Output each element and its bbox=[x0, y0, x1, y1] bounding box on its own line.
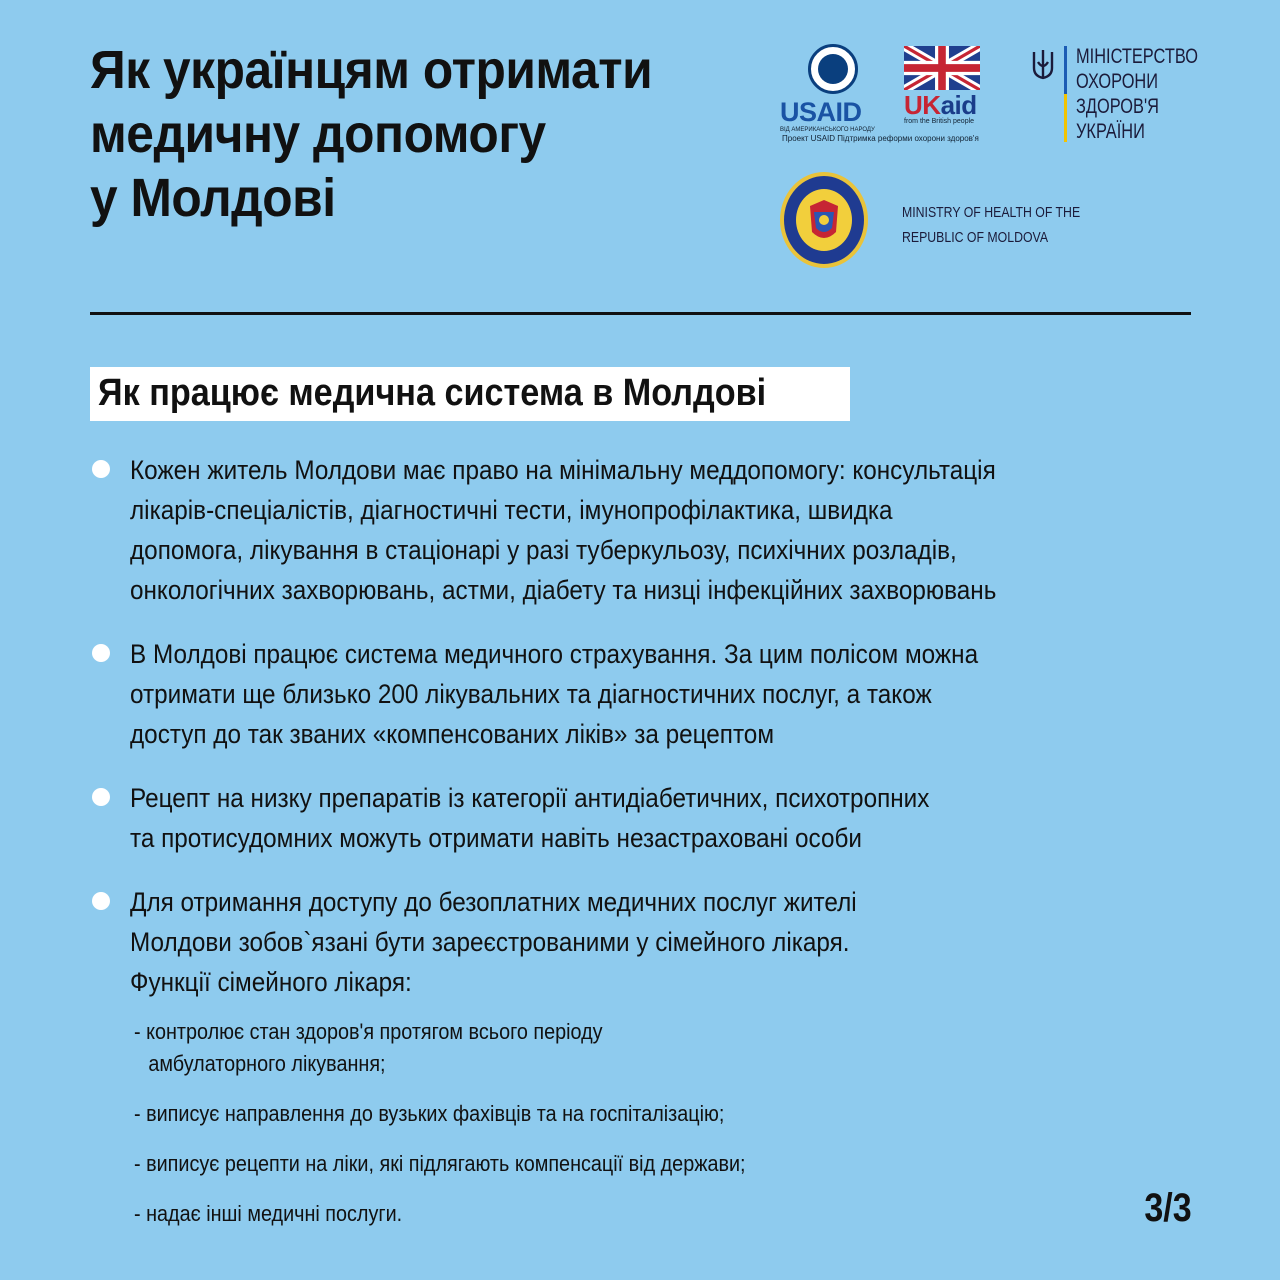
bullet-dot-icon bbox=[92, 460, 110, 478]
bullet-dot-icon bbox=[92, 788, 110, 806]
sub-list-item: - виписує рецепти на ліки, які підлягають компенсації від держави; bbox=[134, 1151, 746, 1176]
sub-list-item: - виписує направлення до вузьких фахівців та на госпіталізацію; bbox=[134, 1101, 725, 1126]
usaid-seal-icon bbox=[808, 44, 858, 94]
moh-ukraine-label: МІНІСТЕРСТВО ОХОРОНИ ЗДОРОВ'Я УКРАЇНИ bbox=[1076, 45, 1198, 143]
page-indicator: 3/3 bbox=[1144, 1186, 1192, 1230]
ukaid-tagline: from the British people bbox=[904, 118, 975, 125]
usaid-project-caption: Проект USAID Підтримка реформи охорони здоров'я bbox=[782, 134, 979, 143]
moh-moldova-label: MINISTRY OF HEALTH OF THE REPUBLIC OF MOLDOVA bbox=[902, 204, 1081, 246]
bullet-dot-icon bbox=[92, 644, 110, 662]
title-line-3: у Молдові bbox=[90, 168, 336, 228]
sub-list-item: - контролює стан здоров'я протягом всього періоду амбулаторного лікування; bbox=[134, 1019, 603, 1076]
page-title bbox=[90, 38, 679, 230]
ukraine-flag-divider bbox=[1064, 46, 1067, 142]
list-item: Для отримання доступу до безоплатних медичних послуг жителі Молдови зобов`язані бути зареєстрованими у сімейного лікаря. Функції сімейного лікаря: bbox=[90, 882, 1200, 1002]
sub-list-item: - надає інші медичні послуги. bbox=[134, 1201, 403, 1226]
usaid-logo bbox=[780, 44, 886, 133]
title-line-1: Як українцям отримати bbox=[90, 40, 653, 100]
ukaid-logo bbox=[904, 46, 982, 125]
family-doctor-functions-list bbox=[134, 1016, 814, 1248]
section-heading: Як працює медична система в Молдові bbox=[90, 367, 850, 421]
header-divider bbox=[90, 312, 1191, 315]
bullet-list bbox=[90, 450, 1200, 1002]
ukraine-trident-icon bbox=[1030, 48, 1056, 82]
list-item: Рецепт на низку препаратів із категорії антидіабетичних, психотропних та протисудомних можуть отримати навіть незастраховані особи bbox=[90, 778, 1200, 858]
moldova-government-seal-icon bbox=[780, 172, 868, 268]
title-line-2: медичну допомогу bbox=[90, 104, 546, 164]
usaid-wordmark: USAID bbox=[780, 97, 862, 127]
list-item: Кожен житель Молдови має право на мінімальну меддопомогу: консультація лікарів-спеціалістів, діагностичні тести, імунопрофілактика, швидка допомога, лікування в стаціонарі у разі туберкульозу, психічних розладів, онкологічних захворювань, астми, діабету та низці інфекційних захворювань bbox=[90, 450, 1200, 610]
ukaid-wordmark: UKaid bbox=[904, 90, 977, 120]
list-item: В Молдові працює система медичного страхування. За цим полісом можна отримати ще близько 200 лікувальних та діагностичних послуг, а також доступ до так званих «компенсованих ліків» за рецептом bbox=[90, 634, 1200, 754]
union-jack-flag-icon bbox=[904, 46, 980, 90]
usaid-tagline: ВІД АМЕРИКАНСЬКОГО НАРОДУ bbox=[780, 127, 875, 133]
bullet-dot-icon bbox=[92, 892, 110, 910]
